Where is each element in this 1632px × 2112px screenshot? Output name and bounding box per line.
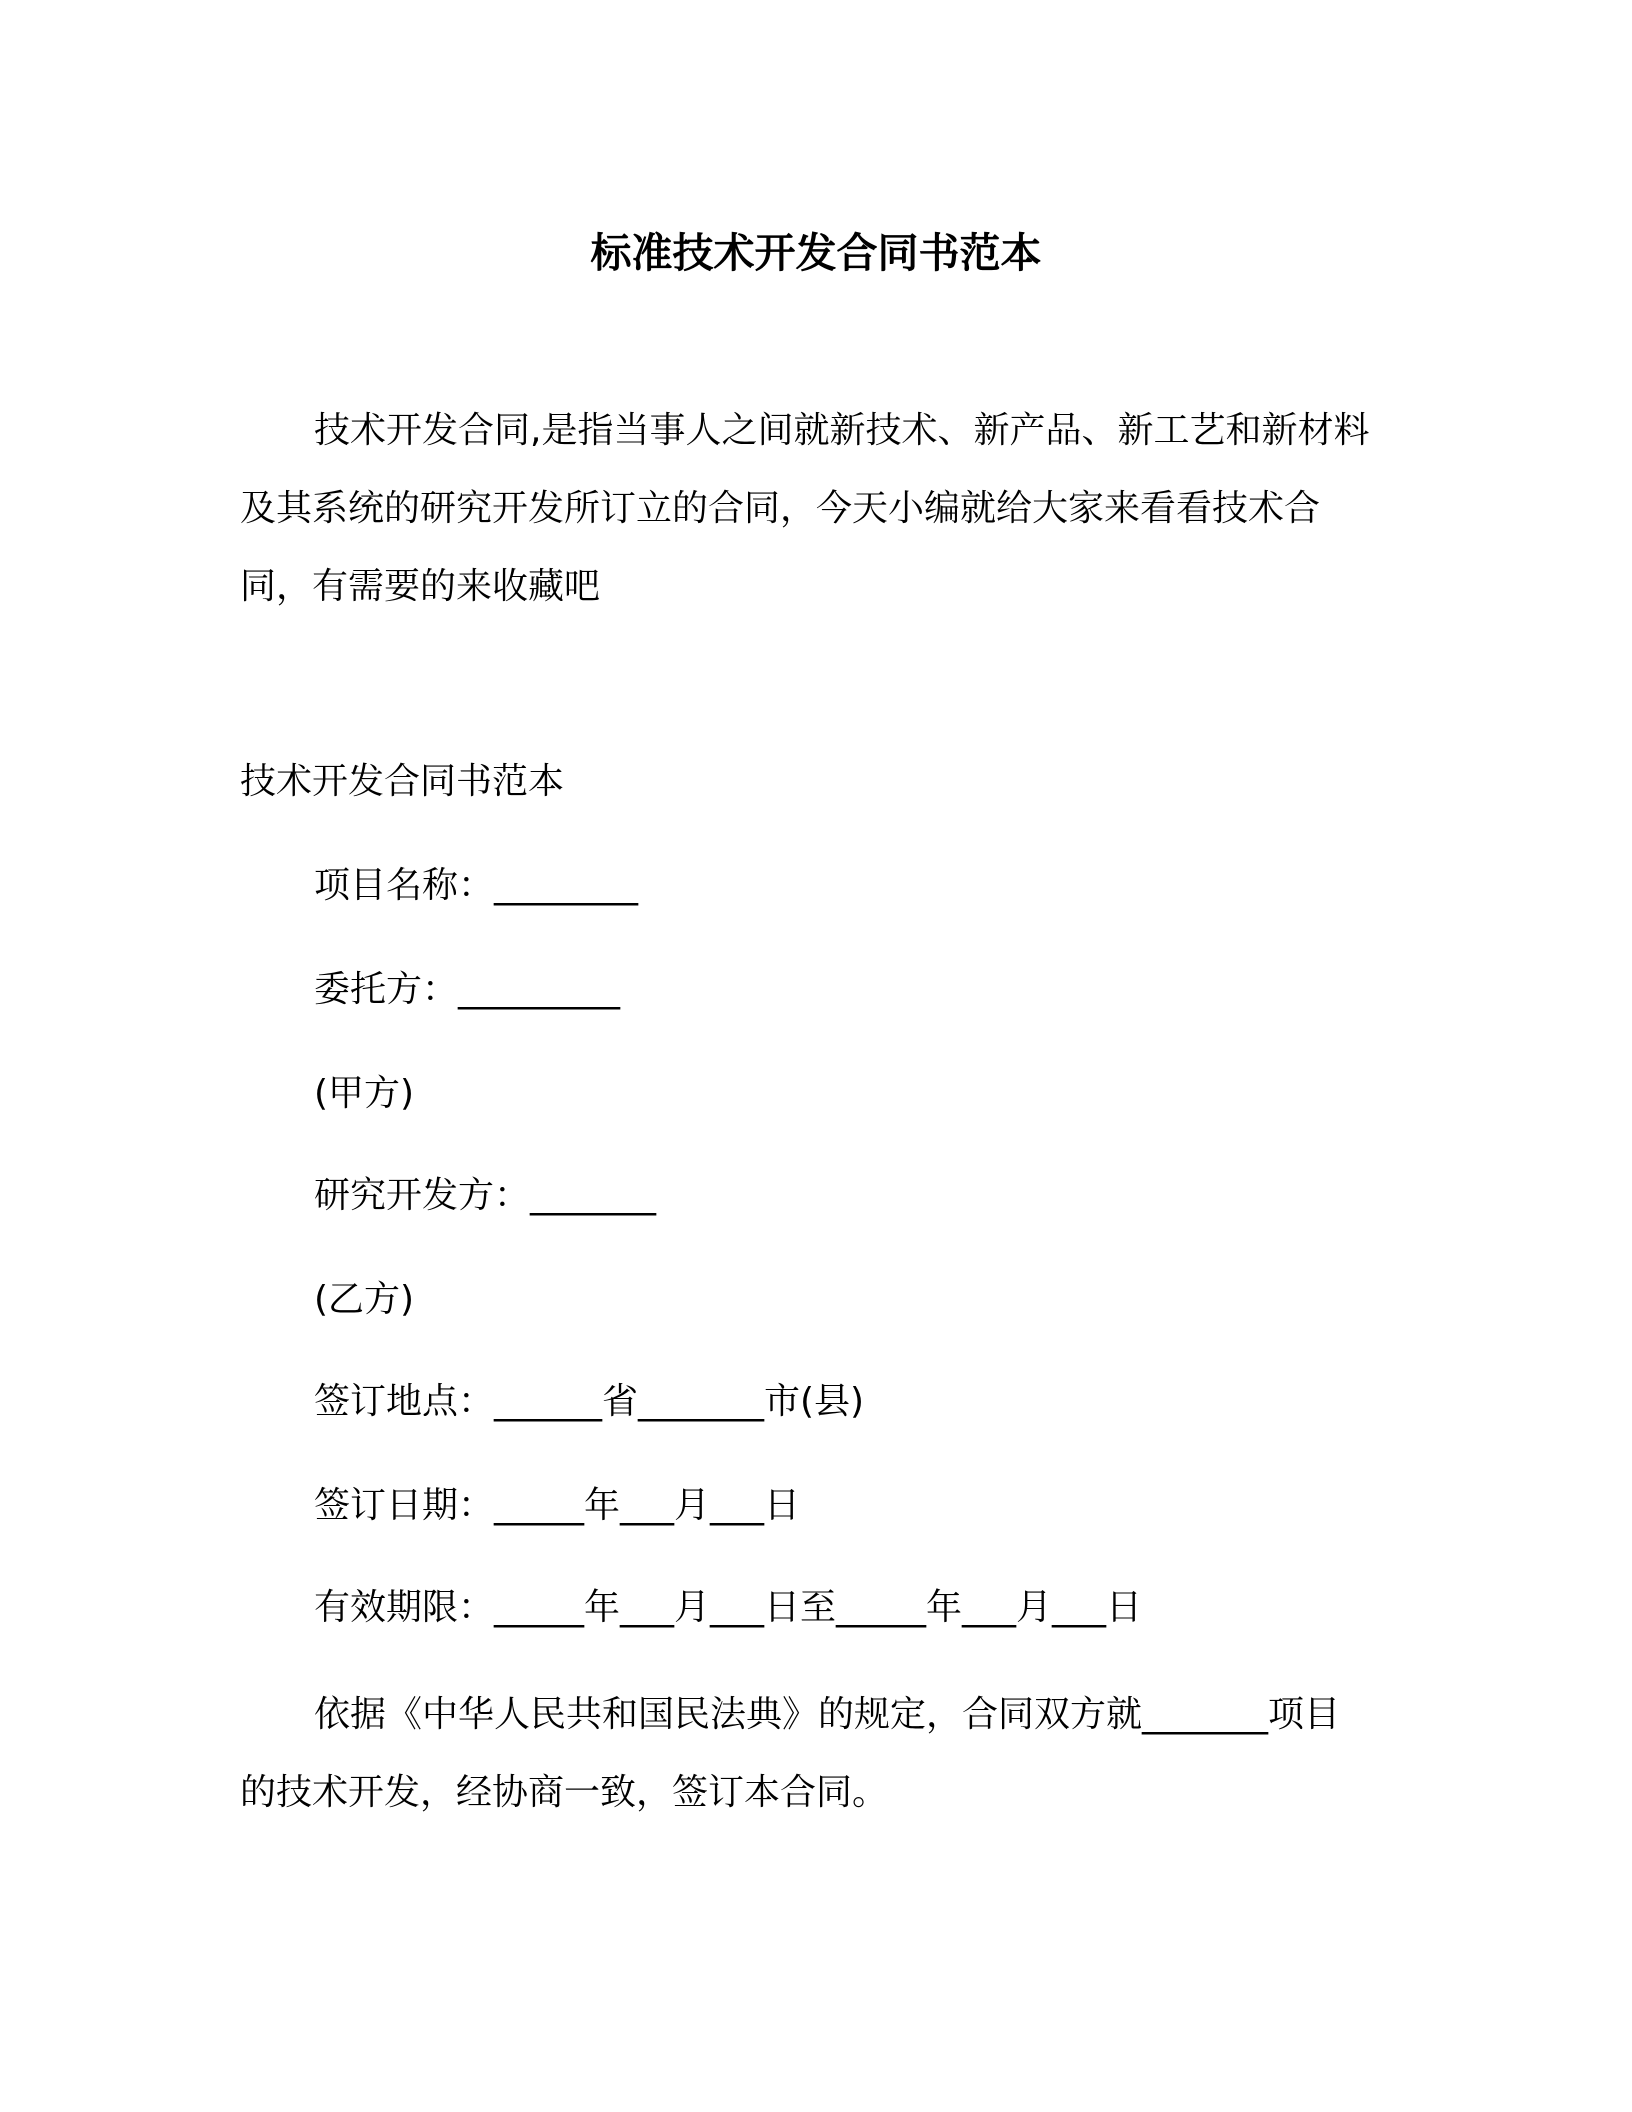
project-name-field: 项目名称：________ bbox=[314, 865, 639, 906]
intro-paragraph: 技术开发合同,是指当事人之间就新技术、新产品、新工艺和新材料及其系统的研究开发所订立的合同，今天小编就给大家来看看技术合同，有需要的来收藏吧 bbox=[240, 410, 1370, 607]
closing-paragraph: 依据《中华人民共和国民法典》的规定，合同双方就_______项目的技术开发，经协商一致，签订本合同。 bbox=[240, 1694, 1341, 1813]
validity-field: 有效期限：_____年___月___日至_____年___月___日 bbox=[314, 1587, 1143, 1628]
party-a-label: (甲方) bbox=[314, 1073, 415, 1114]
document-title: 标准技术开发合同书范本 bbox=[590, 229, 1042, 277]
signing-date-field: 签订日期：_____年___月___日 bbox=[314, 1485, 801, 1526]
party-b-label: (乙方) bbox=[314, 1279, 415, 1320]
client-field: 委托方：_________ bbox=[314, 969, 621, 1010]
signing-place-field: 签订地点：______省_______市(县) bbox=[314, 1381, 865, 1422]
section-heading: 技术开发合同书范本 bbox=[240, 761, 565, 802]
developer-field: 研究开发方：_______ bbox=[314, 1175, 657, 1216]
